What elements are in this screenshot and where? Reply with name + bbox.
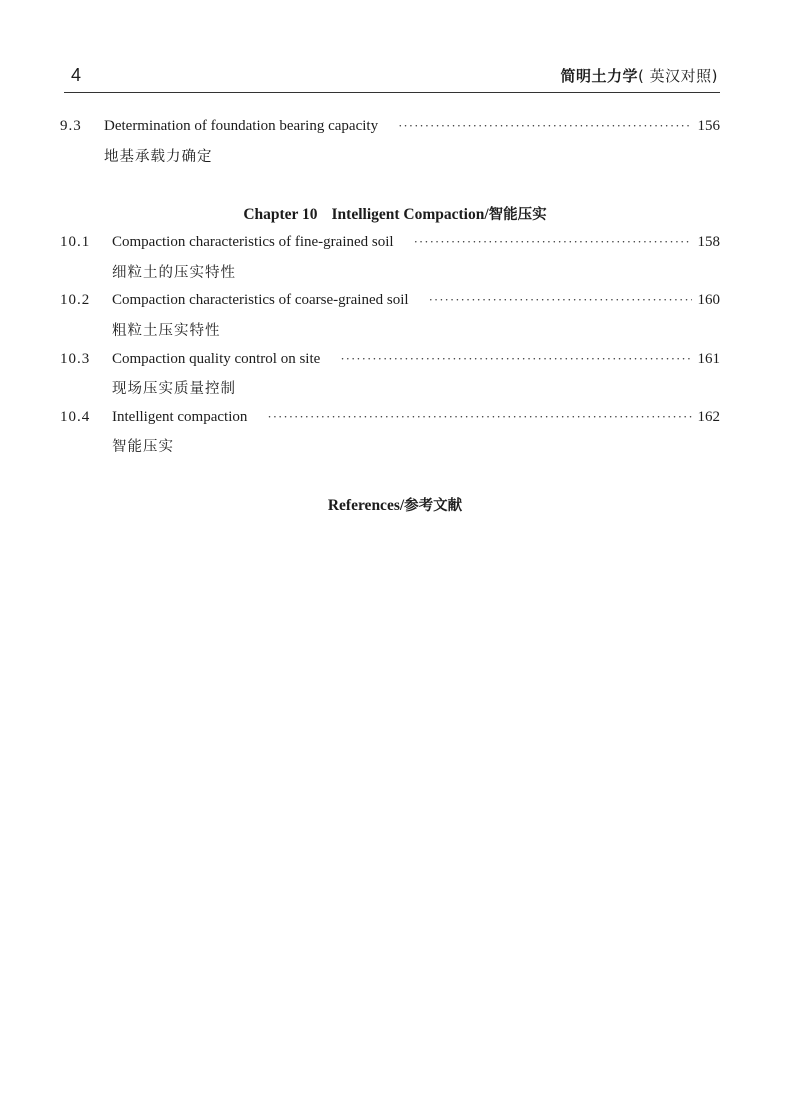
- page-header: [64, 62, 720, 93]
- toc-entry-title-cn: 智能压实: [112, 439, 174, 455]
- toc-entry-title: Intelligent compaction: [112, 408, 248, 425]
- leader-dots: [414, 234, 692, 250]
- references-label: References/: [327, 497, 405, 514]
- toc-entry-title: Compaction characteristics of coarse-grained soil: [112, 291, 409, 308]
- toc-entry-page: 156: [697, 117, 720, 134]
- chapter-number: Chapter 10: [243, 206, 318, 223]
- toc-entry-page: 158: [697, 233, 720, 250]
- toc-entry-title: Compaction characteristics of fine-grained soil: [112, 233, 394, 250]
- toc-entry-number: 9.3: [60, 117, 82, 134]
- toc-entry-title: Determination of foundation bearing capacity: [104, 117, 379, 134]
- chapter-title: Intelligent Compaction/: [331, 206, 489, 223]
- toc-entry-title-cn: 地基承载力确定: [104, 149, 213, 165]
- toc-entry-number: 10.3: [60, 350, 91, 367]
- toc-entry-title-cn: 细粒土的压实特性: [112, 265, 236, 281]
- toc-entry-page: 160: [697, 291, 720, 308]
- chapter-heading[interactable]: [0, 203, 790, 224]
- leader-dots: [429, 292, 692, 308]
- toc-entry-9-3[interactable]: [60, 114, 720, 138]
- toc-entry-number: 10.4: [60, 408, 91, 425]
- toc-entry-title: Compaction quality control on site: [112, 350, 321, 367]
- page-number: 4: [71, 65, 82, 85]
- toc-entry-10-4[interactable]: [60, 405, 720, 429]
- book-title-main: 简明土力学: [560, 67, 639, 85]
- book-title-sub: ( 英汉对照): [638, 67, 718, 85]
- toc-entry-10-1[interactable]: [60, 230, 720, 254]
- references-label-cn: 参考文献: [404, 498, 463, 514]
- toc-entry-title-cn: 现场压实质量控制: [112, 381, 236, 397]
- toc-entry-title-cn: 粗粒土压实特性: [112, 323, 221, 339]
- leader-dots: [267, 409, 691, 425]
- toc-entry-10-2[interactable]: [60, 288, 720, 312]
- references-heading[interactable]: [0, 494, 790, 515]
- chapter-title-cn: 智能压实: [488, 207, 547, 223]
- leader-dots: [340, 351, 691, 367]
- toc-entry-page: 162: [697, 408, 720, 425]
- toc-entry-page: 161: [697, 350, 720, 367]
- book-title: [561, 65, 719, 86]
- toc-entry-10-3[interactable]: [60, 347, 720, 371]
- leader-dots: [398, 118, 691, 134]
- toc-entry-number: 10.1: [60, 233, 91, 250]
- toc-entry-number: 10.2: [60, 291, 91, 308]
